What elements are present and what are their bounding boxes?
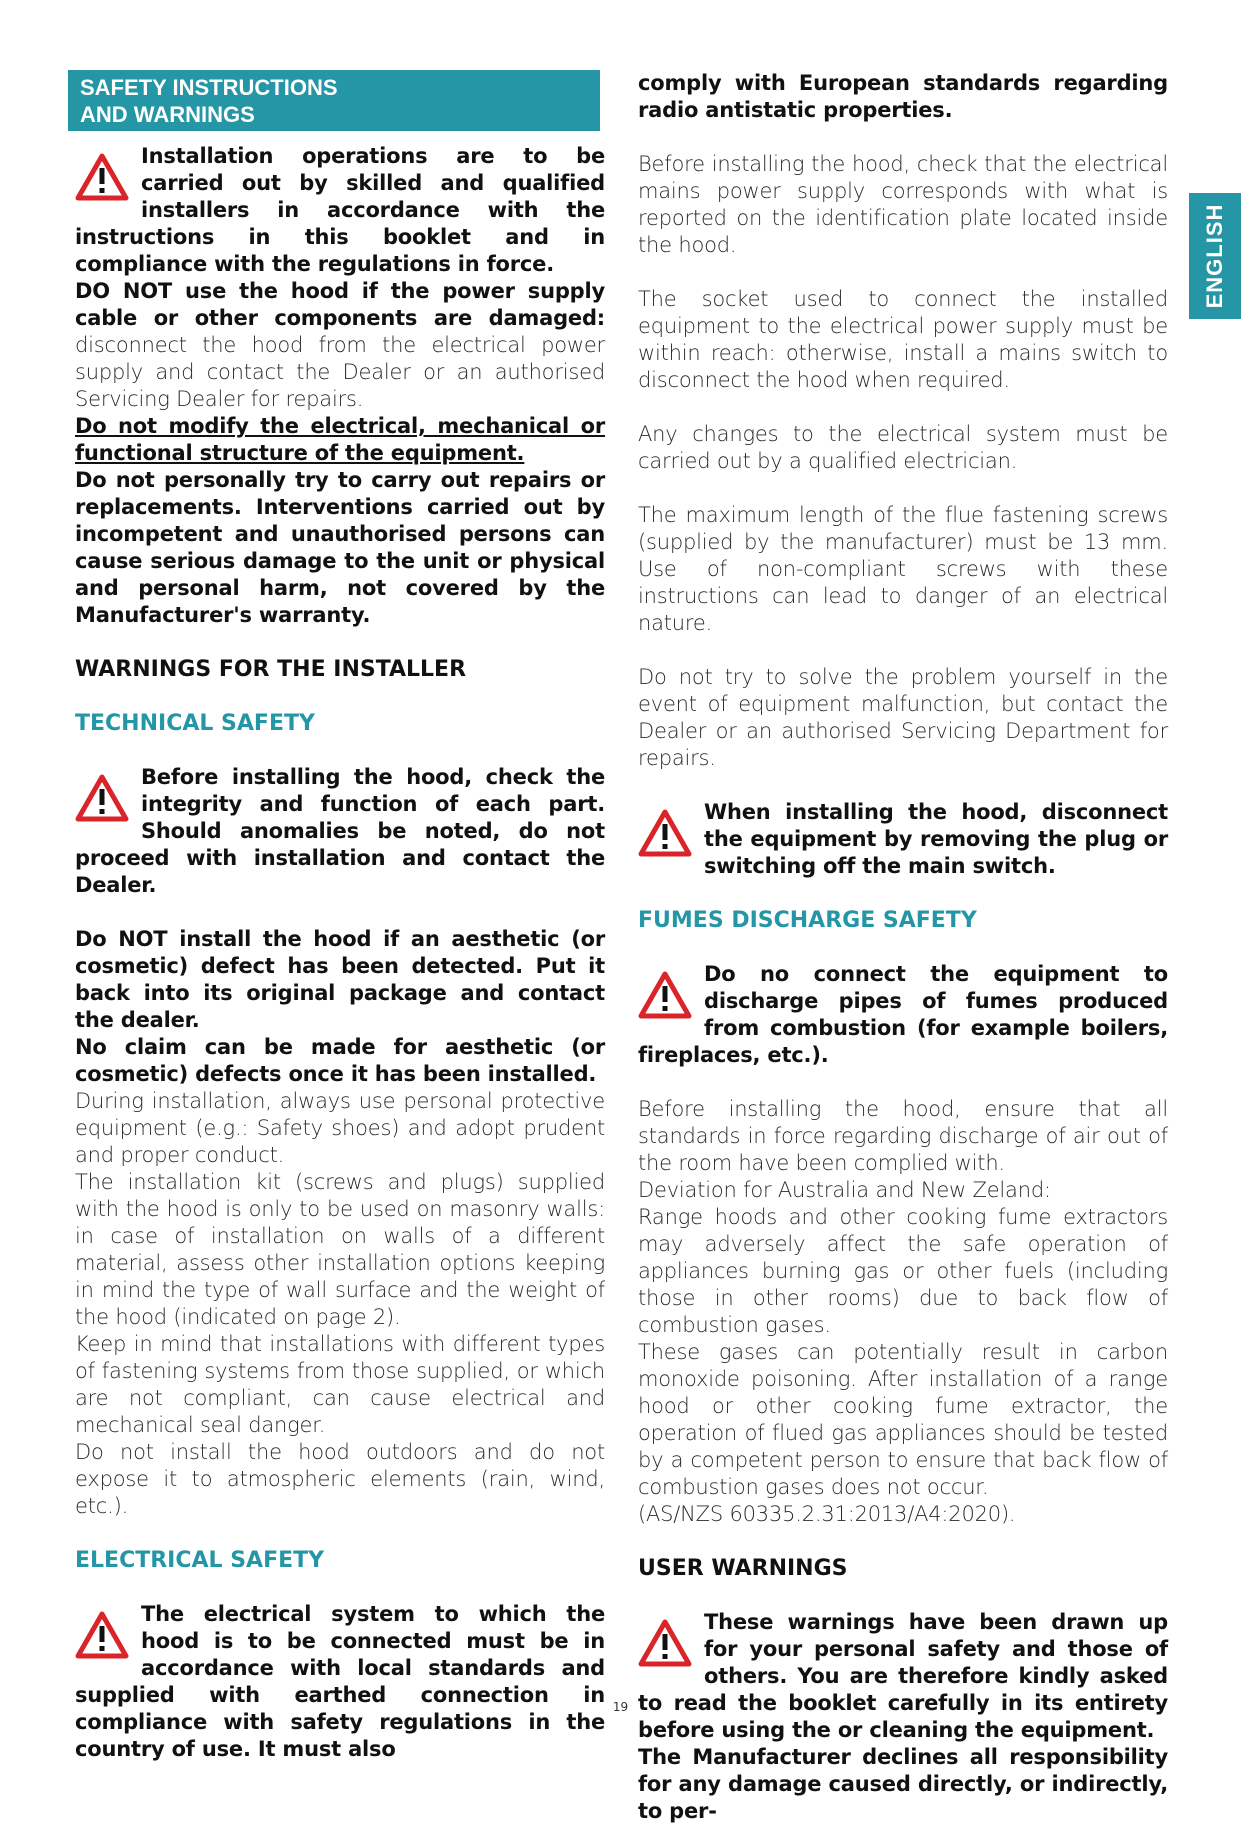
user-warning-text: These warnings have been drawn up for your personal safety and those of others. You are therefore kindly asked to read the booklet carefully in its entirety before using the or cleaning the equipment.: [638, 1610, 1168, 1742]
user-warning-block: [638, 1609, 1168, 1744]
left-column: [75, 143, 605, 1763]
standard-ref-text: (AS/NZS 60335.2.31:2013/A4:2020).: [638, 1502, 1016, 1526]
installer-title: WARNINGS FOR THE INSTALLER: [75, 657, 467, 682]
damaged-paragraph: [75, 278, 605, 413]
fumes-safety-title: FUMES DISCHARGE SAFETY: [638, 908, 977, 933]
no-repairs-text: Do not personally try to carry out repairs or replacements. Interventions carried out by incompetent and unauthorised persons can cause serious damage to the unit or physical and personal harm, not covered by the Manufacturer's warranty.: [75, 468, 605, 627]
responsibility-text: The Manufacturer declines all responsibility for any damage caused directly, or indirectly, to per-: [638, 1745, 1168, 1823]
warning-triangle-icon: [638, 971, 692, 1019]
fastening-text: Keep in mind that installations with different types of fastening systems from those supplied, or which are not compliant, can cause electrical and mechanical seal danger.: [75, 1332, 605, 1437]
header-title-line2: AND WARNINGS: [80, 102, 255, 127]
electrical-safety-title: ELECTRICAL SAFETY: [75, 1548, 325, 1573]
gases-text: These gases can potentially result in carbon monoxide poisoning. After installation of a range hood or other cooking fume extractor, the operation of flued gas appliances should be tested by a competent person to ensure that back flow of combustion gases does not occur.: [638, 1340, 1168, 1499]
warning-triangle-icon: [638, 1619, 692, 1667]
intro-warning-block: [75, 143, 605, 278]
warning-triangle-icon: [75, 774, 129, 822]
fumes-warning-text: Do no connect the equipment to discharge pipes of fumes produced from combustion (for example boilers, fireplaces, etc.).: [638, 962, 1168, 1067]
page-number: 19: [612, 1700, 629, 1714]
ppe-text: During installation, always use personal protective equipment (e.g.: Safety shoes) and adopt prudent and proper conduct.: [75, 1089, 605, 1167]
right-column: [638, 70, 1168, 1825]
damaged-text: disconnect the hood from the electrical power supply and contact the Dealer or an authorised Servicing Dealer for repairs.: [75, 333, 605, 411]
disconnect-warning-block: [638, 799, 1168, 880]
screws-text: The maximum length of the flue fastening screws (supplied by the manufacturer) must be 13 mm. Use of non-compliant screws with these instructions can lead to danger of an electrical nature.: [638, 503, 1168, 635]
continued-text: comply with European standards regarding radio antistatic properties.: [638, 71, 1168, 122]
changes-text: Any changes to the electrical system must be carried out by a qualified electrician.: [638, 422, 1168, 473]
damaged-bold: DO NOT use the hood if the power supply cable or other components are damaged:: [75, 279, 605, 330]
deviation-text: Deviation for Australia and New Zeland:: [638, 1178, 1051, 1202]
section-header: [68, 70, 600, 131]
disconnect-warning-text: When installing the hood, disconnect the equipment by removing the plug or switching off the main switch.: [704, 800, 1168, 878]
no-claim-text: No claim can be made for aesthetic (or cosmetic) defects once it has been installed.: [75, 1035, 605, 1086]
intro-warning-text: Installation operations are to be carried out by skilled and qualified installers in accordance with the instructions in this booklet and in compliance with the regulations in force.: [75, 144, 605, 276]
fumes-warning-block: [638, 961, 1168, 1069]
warning-triangle-icon: [75, 153, 129, 201]
malfunction-text: Do not try to solve the problem yourself in the event of equipment malfunction, but contact the Dealer or an authorised Servicing Department for repairs.: [638, 665, 1168, 770]
standards-text: Before installing the hood, ensure that all standards in force regarding discharge of air out of the room have been complied with.: [638, 1097, 1168, 1175]
socket-text: The socket used to connect the installed equipment to the electrical power supply must be within reach: otherwise, install a mains switch to disconnect the hood when required.: [638, 287, 1168, 392]
technical-safety-title: TECHNICAL SAFETY: [75, 711, 315, 736]
technical-warning-block: [75, 764, 605, 899]
language-tab-label: ENGLISH: [1202, 203, 1227, 309]
outdoors-text: Do not install the hood outdoors and do not expose it to atmospheric elements (rain, wind, etc.).: [75, 1440, 605, 1518]
technical-warning-text: Before installing the hood, check the integrity and function of each part. Should anomalies be noted, do not proceed with installation and contact the Dealer.: [75, 765, 605, 897]
aesthetic-defect-text: Do NOT install the hood if an aesthetic (or cosmetic) defect has been detected. Put it back into its original package and contact the dealer.: [75, 927, 605, 1032]
no-modify-text: Do not modify the electrical, mechanical or functional structure of the equipment.: [75, 414, 605, 465]
user-warnings-title: USER WARNINGS: [638, 1556, 848, 1581]
language-tab: [1189, 193, 1241, 319]
header-title-line1: SAFETY INSTRUCTIONS: [80, 75, 338, 100]
warning-triangle-icon: [75, 1611, 129, 1659]
electrical-warning-text: The electrical system to which the hood is to be connected must be in accordance with local standards and supplied with earthed connection in compliance with safety regulations in the country of use. It must also: [75, 1602, 605, 1761]
warning-triangle-icon: [638, 809, 692, 857]
range-hoods-text: Range hoods and other cooking fume extractors may adversely affect the safe operation of appliances burning gas or other fuels (including those in other rooms) due to back flow of combustion gases.: [638, 1205, 1168, 1337]
mains-check-text: Before installing the hood, check that the electrical mains power supply corresponds with what is reported on the identification plate located inside the hood.: [638, 152, 1168, 257]
kit-text: The installation kit (screws and plugs) supplied with the hood is only to be used on masonry walls: in case of installation on walls of a different material, assess other installation options keeping in mind the type of wall surface and the weight of the hood (indicated on page 2).: [75, 1170, 605, 1329]
electrical-warning-block: [75, 1601, 605, 1763]
